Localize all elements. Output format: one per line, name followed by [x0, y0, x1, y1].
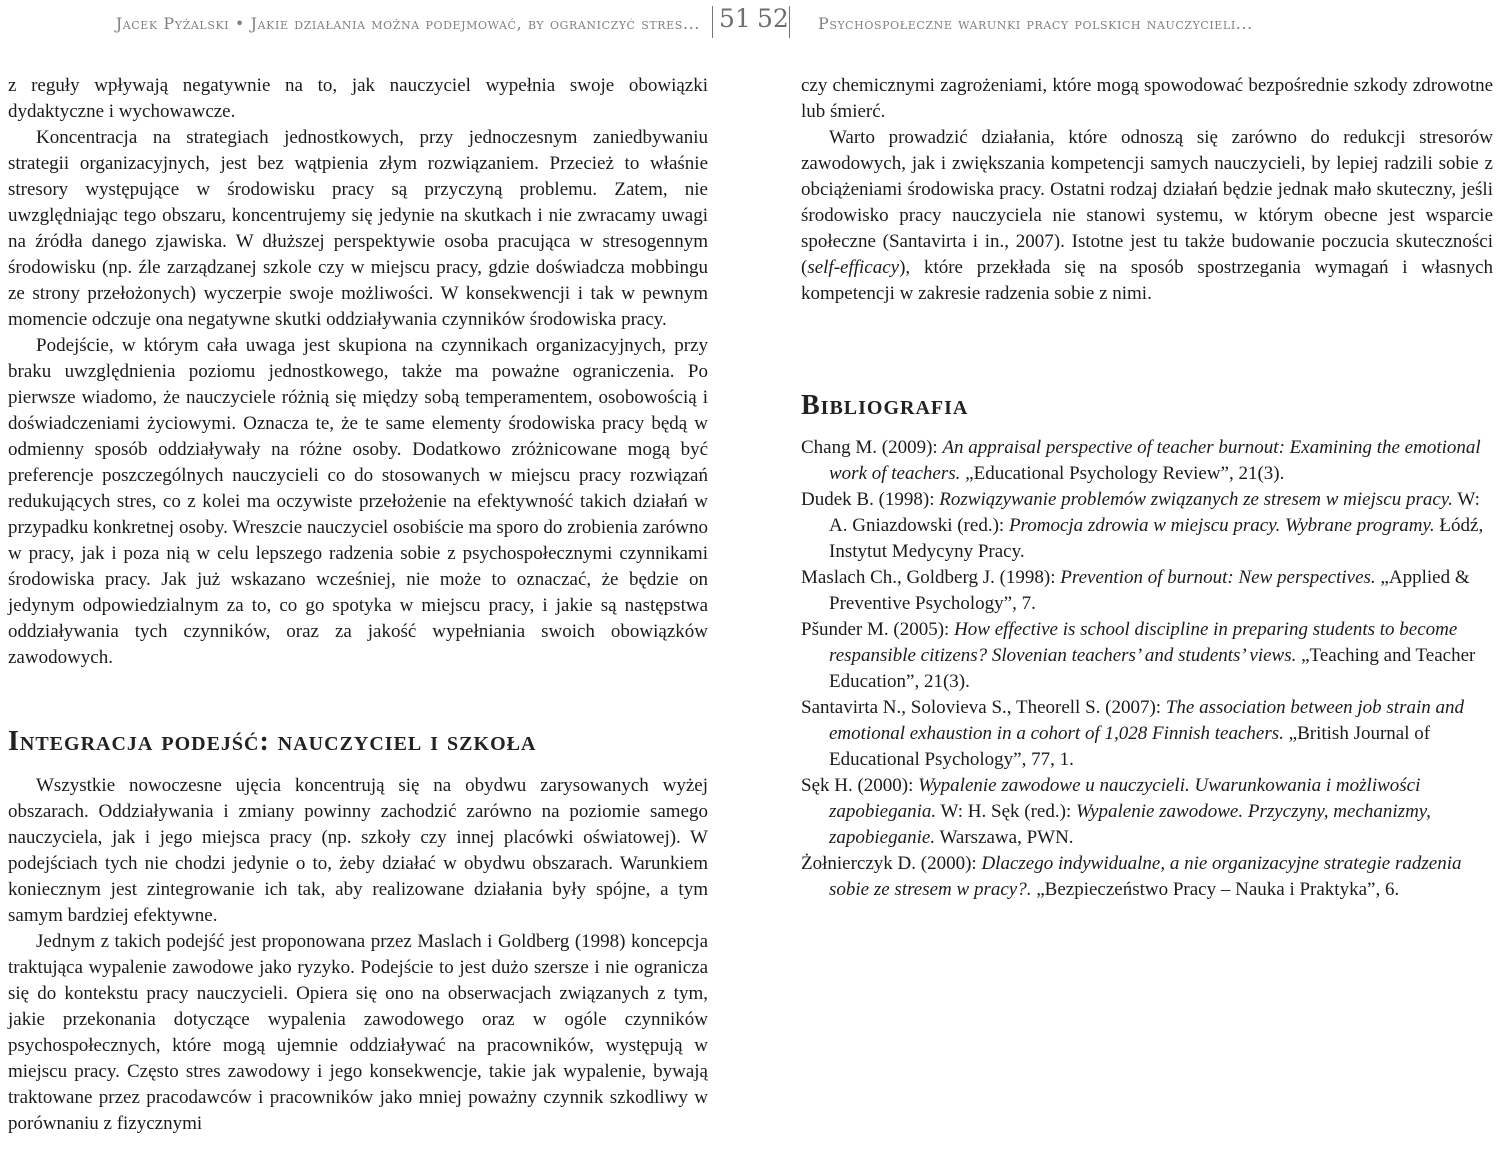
- bibliography-entry: Santavirta N., Solovieva S., Theorell S. (2007): The association between job strain and emotional exhaustion in a cohort of 1,028 Finnish teachers. „British Journal of Educational Psychology”, 77, 1.: [801, 697, 1465, 770]
- bibliography-entry: Pšunder M. (2005): How effective is school discipline in preparing students to become respansible citizens? Slovenian teachers’ and students’ views. „Teaching and Teacher Education”, 21(3).: [801, 619, 1476, 692]
- section-heading-integration: Integracja podejść: nauczyciel i szkoła: [8, 726, 537, 757]
- left-running-title: Jacek Pyżalski • Jakie działania można podejmować, by ograniczyć stres...: [115, 14, 700, 33]
- paragraph: Koncentracja na strategiach jednostkowych, przy jednoczesnym zaniedbywaniu strategii organizacyjnych, jest bez wątpienia złym rozwiązaniem. Przecież to właśnie stresory występujące w środowisku pracy są przyczyną problemu. Zatem, nie uwzględniając tego obszaru, koncentrujemy się jedynie na skutkach i nie zwracamy uwagi na źródła danego zjawiska. W dłuższej perspektywie osoba pracująca w stresogennym środowisku (np. źle zarządzanej szkole czy w miejscu pracy, gdzie doświadcza mobbingu ze strony przełożonych) wyczerpie swoje możliwości. W konsekwencji i tak w pewnym momencie odczuje ona negatywne skutki oddziaływania czynników środowiska pracy.: [8, 127, 708, 330]
- header-divider-right: [789, 6, 790, 38]
- bibliography-entry: Maslach Ch., Goldberg J. (1998): Prevention of burnout: New perspectives. „Applied & Preventive Psychology”, 7.: [801, 567, 1470, 614]
- paragraph: Wszystkie nowoczesne ujęcia koncentrują się na obydwu zarysowanych wyżej obszarach. Oddziaływania i zmiany powinny zachodzić zarówno na poziomie samego nauczyciela, jak i jego miejsca pracy (np. szkoły czy innej placówki oświatowej). W podejściach tych nie chodzi jedynie o to, żeby działać w obydwu obszarach. Warunkiem koniecznym jest zintegrowanie ich tak, aby realizowane działania były spójne, a tym samym bardziej efektywne.: [8, 775, 708, 926]
- bibliography-entry: Sęk H. (2000): Wypalenie zawodowe u nauczycieli. Uwarunkowania i możliwości zapobiegania. W: H. Sęk (red.): Wypalenie zawodowe. Przyczyny, mechanizmy, zapobieganie. Warszawa, PWN.: [801, 775, 1431, 848]
- right-page-number: 52: [757, 4, 789, 33]
- italic-term: self-efficacy: [807, 257, 900, 278]
- paragraph: z reguły wpływają negatywnie na to, jak nauczyciel wypełnia swoje obowiązki dydaktyczne i wychowawcze.: [8, 75, 708, 122]
- paragraph: Podejście, w którym cała uwaga jest skupiona na czynnikach organizacyjnych, przy braku uwzględnienia poziomu jednostkowego, także ma poważne ograniczenia. Po pierwsze wiadomo, że nauczyciele różnią się między sobą temperamentem, osobowością i doświadczeniami życiowymi. Oznacza te, że te same elementy środowiska pracy będą w odmienny sposób oddziaływały na różne osoby. Dodatkowo zróżnicowane mogą być preferencje poszczególnych nauczycieli co do stosowanych w miejscu pracy rozwiązań redukujących stres, co z kolei ma oczywiste przełożenie na efektywność takich działań w przypadku konkretnej osoby. Wreszcie nauczyciel osobiście ma sporo do zrobienia zarówno w pracy, jak i poza nią w celu lepszego radzenia sobie z psychospołecznymi czynnikami środowiska pracy. Jak już wskazano wcześniej, nie może to oznaczać, że będzie on jedynym odpowiedzialnym za to, co go spotyka w miejscu pracy, i jakie są następstwa oddziaływania tych czynników, oraz za jakość wypełniania swoich obowiązków zawodowych.: [8, 335, 708, 668]
- right-running-title: Psychospołeczne warunki pracy polskich nauczycieli...: [818, 14, 1253, 33]
- header-divider-left: [712, 6, 713, 38]
- paragraph: Jednym z takich podejść jest proponowana przez Maslach i Goldberg (1998) koncepcja traktująca wypalenie zawodowe jako ryzyko. Podejście to jest dużo szersze i nie ogranicza się do kontekstu pracy nauczycieli. Opiera się ono na obserwacjach związanych z tym, jakie przekonania dotyczące wypalenia zawodowego oraz w ogóle czynników psychospołecznych, które mogą ujemnie oddziaływać na pracowników, występują w miejscu pracy. Często stres zawodowy i jego konsekwencje, takie jak wypalenie, bywają traktowane przez pracodawców i pracowników jako mniej poważny czynnik szkodliwy w porównaniu z fizycznymi: [8, 931, 708, 1134]
- paragraph: Warto prowadzić działania, które odnoszą się zarówno do redukcji stresorów zawodowych, jak i zwiększania kompetencji samych nauczycieli, by lepiej radzili sobie z obciążeniami środowiska pracy. Ostatni rodzaj działań będzie jednak mało skuteczny, jeśli środowisko pracy nauczyciela nie stanowi systemu, w którym obecne jest wsparcie społeczne (Santavirta i in., 2007). Istotne jest tu także budowanie poczucia skuteczności (self-efficacy), które przekłada się na sposób spostrzegania wymagań i własnych kompetencji w zakresie radzenia sobie z nimi.: [801, 127, 1493, 304]
- paragraph: czy chemicznymi zagrożeniami, które mogą spowodować bezpośrednie szkody zdrowotne lub śmierć.: [801, 75, 1493, 122]
- bibliography-entry: Żołnierczyk D. (2000): Dlaczego indywidualne, a nie organizacyjne strategie radzenia sobie ze stresem w pracy?. „Bezpieczeństwo Pracy – Nauka i Praktyka”, 6.: [801, 853, 1462, 900]
- bibliography-entry: Chang M. (2009): An appraisal perspective of teacher burnout: Examining the emotional work of teachers. „Educational Psychology Review”, 21(3).: [801, 437, 1481, 484]
- left-page-text: [8, 73, 708, 1137]
- left-page-number: 51: [719, 4, 751, 33]
- bibliography-list: [801, 435, 1493, 903]
- right-page-text: [801, 73, 1493, 903]
- section-heading-bibliography: Bibliografia: [801, 390, 969, 421]
- bibliography-entry: Dudek B. (1998): Rozwiązywanie problemów związanych ze stresem w miejscu pracy. W: A. Gniazdowski (red.): Promocja zdrowia w miejscu pracy. Wybrane programy. Łódź, Instytut Medycyny Pracy.: [801, 489, 1484, 562]
